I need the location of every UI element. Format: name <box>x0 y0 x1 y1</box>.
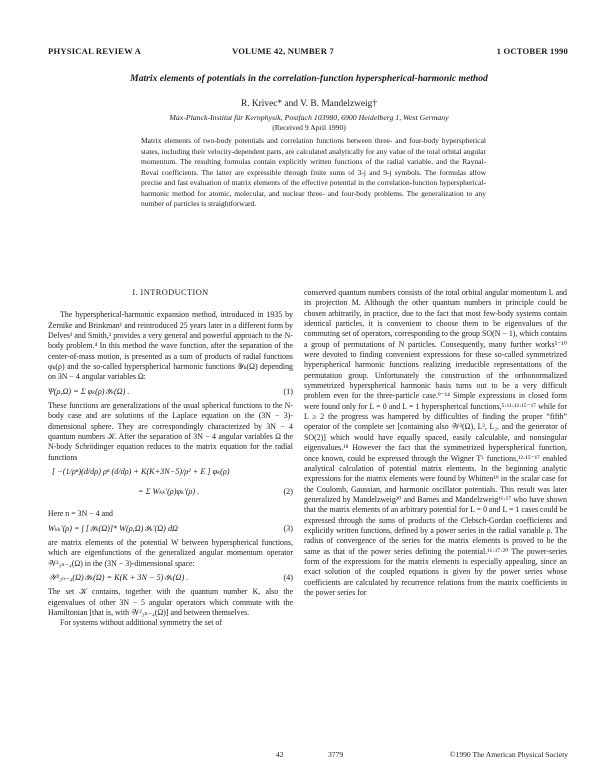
article-number: 3779 <box>328 750 344 759</box>
journal-name: PHYSICAL REVIEW A <box>48 46 142 56</box>
intro-paragraph-1: The hyperspherical-harmonic expansion method, introduced in 1935 by Zernike and Brinkman¹ and reintroduced 25 years later in a different form by Delves² and Smith,³ provides a very general and powerful approach to the N-body problem.⁴ In this method the wave function, after the separation of the center-of-mass motion, is presented as a sum of products of radial functions φₖ(ρ) and the so-called hyperspherical harmonic functions 𝒴ₖ(Ω) depending on 3N − 4 angular variables Ω: <box>48 310 293 382</box>
equation-1 <box>48 387 293 397</box>
issue-date: 1 OCTOBER 1990 <box>496 46 568 56</box>
left-column <box>48 288 293 629</box>
equation-1-body: Ψ(ρ,Ω) = Σ φₖ(ρ)𝒴ₖ(Ω) . <box>48 386 130 396</box>
equation-4 <box>48 573 293 583</box>
intro-paragraph-6: For systems without additional symmetry the set of <box>60 618 222 628</box>
paper-title: Matrix elements of potentials in the correlation-function hyperspherical-harmonic method <box>130 73 488 84</box>
intro-paragraph-5: The set 𝒦 contains, together with the quantum number K, also the eigenvalues of other 3N − 5 angular operators which commute with the Hamiltonian [that is, with 𝒲²₃ₙ₋₄(Ω)] and between themselves. <box>48 587 293 617</box>
equation-4-body: 𝒲²₃ₙ₋₄(Ω)𝒴ₖ(Ω) = K(K + 3N − 5)𝒴ₖ(Ω) . <box>48 572 189 582</box>
received-date: (Received 9 April 1990) <box>272 123 346 132</box>
copyright-notice: ©1990 The American Physical Society <box>449 750 568 759</box>
equation-1-number: (1) <box>283 386 293 396</box>
page-number: 42 <box>276 750 284 759</box>
abstract: Matrix elements of two-body potentials and correlation functions between three- and four-body hyperspherical states, including their velocity-dependent parts, are calculated analytically for any value of the total orbital angular momentum. The resulting formulas contain explicitly written functions of the radial variable, and the Raynal-Revai coefficients. The latter are expressible through finite sums of 3-j and 9-j symbols. The formulas allow precise and fast evaluation of matrix elements of the effective potential in the correlation-function hyperspherical-harmonic method for atomic, molecular, and nuclear three- and four-body problems. The generalization to any number of particles is straightforward. <box>141 136 486 208</box>
intro-paragraph-4: are matrix elements of the potential W between hyperspherical functions, which are eigenfunctions of the generalized angular momentum operator 𝒲²₃ₙ₋₄(Ω) in the (3N − 3)-dimensional space: <box>48 537 293 568</box>
volume-number: VOLUME 42, NUMBER 7 <box>232 46 334 56</box>
equation-3 <box>48 524 293 534</box>
intro-paragraph-2: These functions are generalizations of the usual spherical functions to the N-body case and are solutions of the Laplace equation on the (3N − 3)-dimensional sphere. They are correspondingly characterized by 3N − 4 quantum numbers 𝒦. After the separation of 3N − 4 angular variables Ω the N-body Schrödinger equation reduces to the matrix equation for the radial functions <box>48 401 293 462</box>
authors: R. Krivec* and V. B. Mandelzweig† <box>240 99 378 109</box>
intro-paragraph-3: Here n = 3N − 4 and <box>48 509 113 519</box>
equation-4-number: (4) <box>283 572 293 582</box>
section-heading: I. INTRODUCTION <box>132 288 209 297</box>
equation-2 <box>48 467 293 505</box>
affiliation: Max-Planck-Institut für Kernphysik, Postfach 103980, 6900 Heidelberg 1, West Germany <box>169 113 449 122</box>
equation-3-number: (3) <box>283 523 293 533</box>
equation-2-line-1: [ −(1/ρⁿ)(d/dρ) ρⁿ (d/dρ) + K(K+3N−5)/ρ² + E ] φₖ(ρ) <box>52 467 230 477</box>
right-column-paragraph: conserved quantum numbers consists of the total orbital angular momentum L and its projection M. Although the other quantum numbers in principle could be chosen arbitrarily, in practice, due to the fact that most few-body systems contain identical particles, it is convenient to choose them to be eigenvalues of the commuting set of operators, corresponding to the group SO(N − 1), which contains a group of permutations of N particles. Consequently, many further works⁵⁻¹⁰ were devoted to finding convenient expressions for these so-called symmetrized hyperspherical harmonic functions realizing irreducible representations of the permutation group. Unfortunately the construction of the orthonormalized symmetrized hyperspherical harmonic basis turns out to be a very difficult problem even for the three-particle case.⁹⁻¹⁴ Simple expressions in closed form were found only for L = 0 and L = 1 hyperspherical functions,⁵·¹¹·¹²·¹⁵⁻¹⁷ while for L ≥ 2 the progress was hampered by difficulties of finding the proper “fifth” operator of the complete set [containing also 𝒲²(Ω), L², L₂, and the generator of SO(2)] which would have equally spaced, easily calculable, and nonsingular eigenvalues.¹⁸ However the fact that the symmetrized hyperspherical function, once known, could be expressed through the Wigner Tᴸ functions,¹²·¹⁵⁻¹⁷ enabled analytical calculation of potential matrix elements. In the beginning analytic expressions for the matrix elements were found by Whitten¹⁹ in the scalar case for the Coulomb, Gaussian, and harmonic oscillator potentials. This result was later generalized by Mandelzweig²⁰ and Barnes and Mandelzweig¹⁶·¹⁷ who have shown that the matrix elements of an arbitrary potential for L = 0 and L = 1 cases could be expressed through the sums of products of the Clebsch-Gordan coefficients and explicitly written functions, defined by a power series in the radial variable ρ. The radius of convergence of the series for the matrix elements is proved to be the same as that of the power series defining the potential.¹⁶·¹⁷·²⁰ The power-series form of the expressions for the matrix elements is especially appealing, since an exact solution of the coupled equations is given by the power series whose coefficients are calculated by recurrence relations from the matrix coefficients in the power series for <box>304 288 567 597</box>
equation-2-line-2: = Σ Wₖₖ′(ρ)φₖ′(ρ) . <box>138 487 200 497</box>
equation-2-number: (2) <box>283 487 293 497</box>
right-column <box>304 288 567 598</box>
equation-3-body: Wₖₖ′(ρ) = ∫ [𝒴ₖ(Ω)]* W(ρ,Ω)𝒴ₖ′(Ω) dΩ <box>48 523 178 533</box>
